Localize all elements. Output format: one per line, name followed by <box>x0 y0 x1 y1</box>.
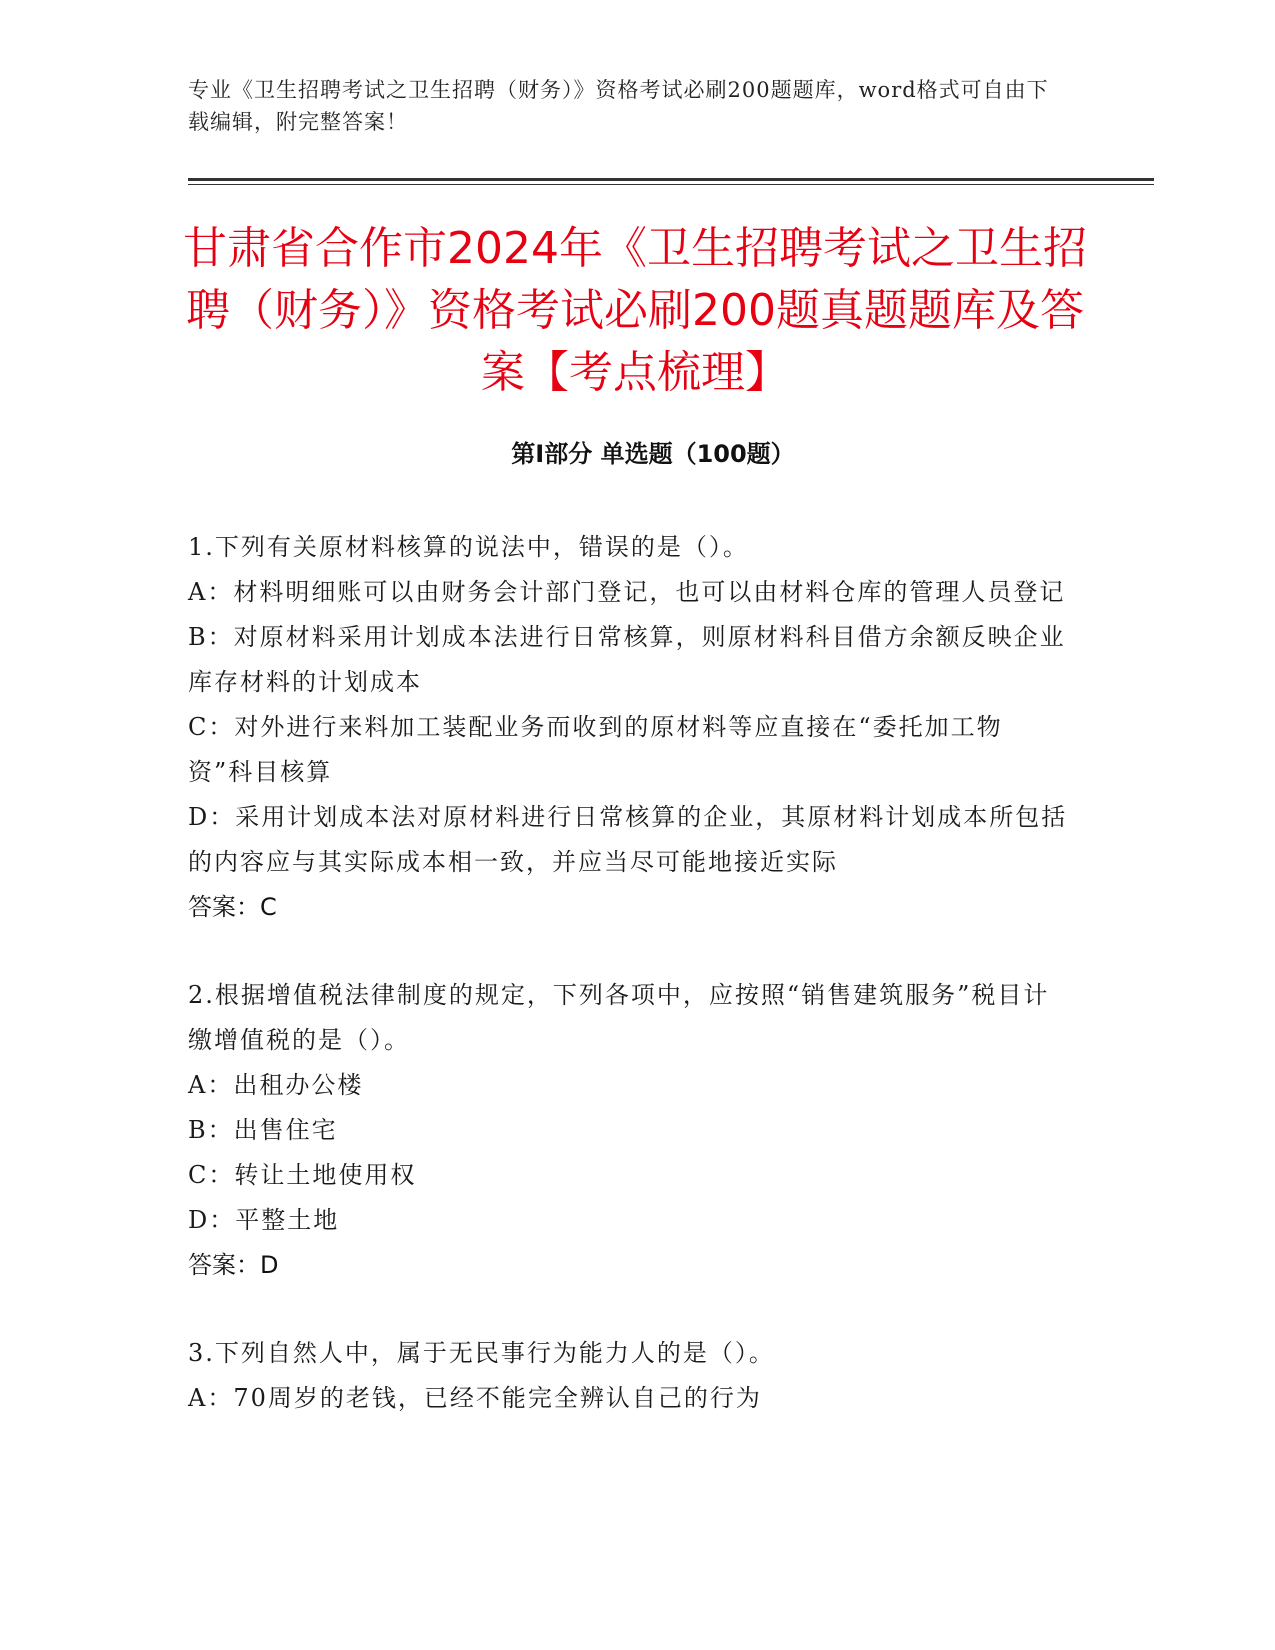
option-b: B：出售住宅 <box>188 1116 338 1144</box>
header-rule-thick <box>188 178 1154 181</box>
question-3 <box>188 1331 1068 1421</box>
question-stem: 3.下列自然人中，属于无民事行为能力人的是（）。 <box>188 1339 775 1367</box>
question-stem: 1.下列有关原材料核算的说法中，错误的是（）。 <box>188 533 749 561</box>
question-stem: 2.根据增值税法律制度的规定，下列各项中，应按照“销售建筑服务”税目计缴增值税的是（）。 <box>188 981 1050 1054</box>
answer: 答案：C <box>188 893 277 921</box>
option-d: D：平整土地 <box>188 1206 340 1234</box>
header-rule-thin <box>188 184 1154 185</box>
option-c: C：转让土地使用权 <box>188 1161 417 1189</box>
section-title: 第Ⅰ部分 单选题（100题） <box>511 440 795 468</box>
header-note: 专业《卫生招聘考试之卫生招聘（财务）》资格考试必刷200题题库，word格式可自由下载编辑，附完整答案！ <box>188 78 1049 134</box>
question-1 <box>188 525 1068 930</box>
option-b: B：对原材料采用计划成本法进行日常核算，则原材料科目借方余额反映企业库存材料的计划成本 <box>188 623 1066 696</box>
option-a: A：材料明细账可以由财务会计部门登记，也可以由材料仓库的管理人员登记 <box>188 578 1066 606</box>
document-title: 甘肃省合作市2024年《卫生招聘考试之卫生招聘（财务）》资格考试必刷200题真题题库及答案【考点梳理】 <box>183 223 1087 398</box>
question-2 <box>188 973 1068 1288</box>
question-list <box>188 525 1068 1464</box>
answer: 答案：D <box>188 1251 279 1279</box>
option-a: A：70周岁的老钱，已经不能完全辨认自己的行为 <box>188 1384 762 1412</box>
option-c: C：对外进行来料加工装配业务而收到的原材料等应直接在“委托加工物资”科目核算 <box>188 713 1003 786</box>
option-a: A：出租办公楼 <box>188 1071 364 1099</box>
option-d: D：采用计划成本法对原材料进行日常核算的企业，其原材料计划成本所包括的内容应与其实际成本相一致，并应当尽可能地接近实际 <box>188 803 1068 876</box>
